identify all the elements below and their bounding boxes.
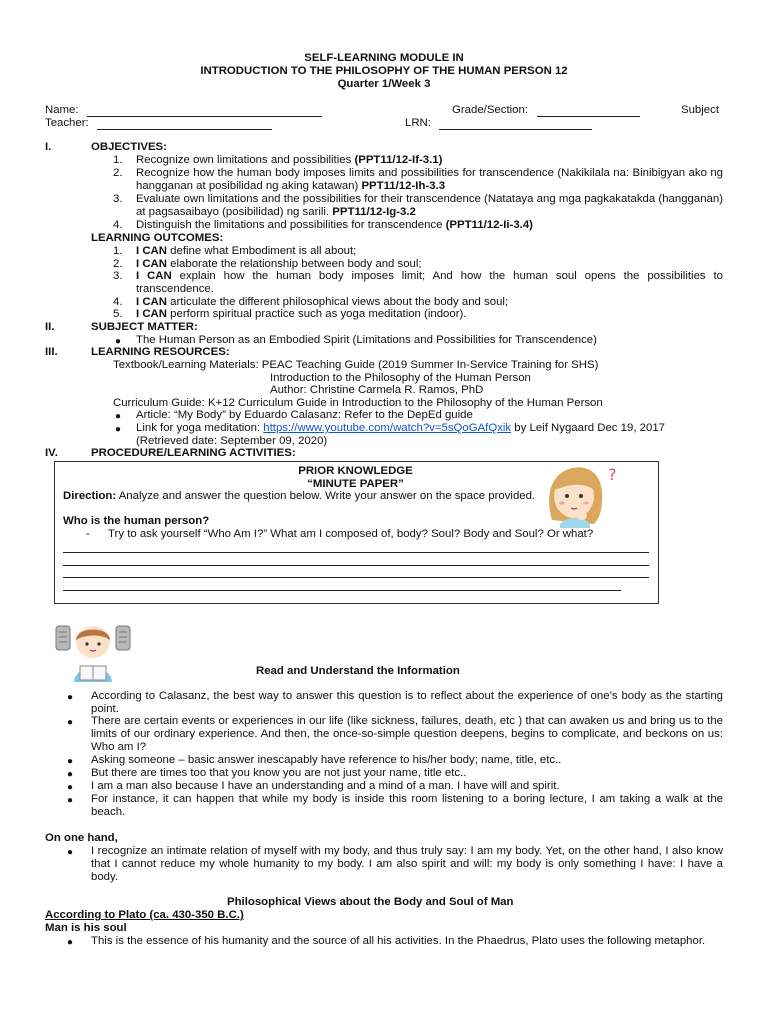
outcomes-title: LEARNING OUTCOMES:: [91, 232, 224, 244]
one-hand-label: On one hand,: [45, 832, 118, 844]
objective-number: 2.: [113, 167, 123, 179]
plato-text: This is the essence of his humanity and the source of all his activities. In the Phaedrus, Plato uses the following metaphor.: [91, 935, 706, 947]
plato-subtitle: Man is his soul: [45, 922, 127, 934]
prior-hint: Try to ask yourself “Who Am I?” What am I composed of, body? Soul? Body and Soul? Or what?: [108, 528, 594, 540]
bullet-icon: ●: [67, 717, 74, 728]
resource-curriculum: Curriculum Guide: K+12 Curriculum Guide in Introduction to the Philosophy of the Human Person: [113, 397, 603, 409]
outcome-number: 3.: [113, 270, 123, 282]
answer-line[interactable]: [63, 565, 649, 566]
resource-yoga: Link for yoga meditation: https://www.youtube.com/watch?v=5sQoGAfQxik by Leif Nygaard Dec 19, 2017: [136, 422, 666, 434]
bullet-icon: ●: [115, 411, 122, 422]
name-field[interactable]: [87, 116, 322, 117]
reading-kid-illustration: [50, 620, 136, 682]
answer-line[interactable]: [63, 577, 649, 578]
thinking-girl-illustration: [540, 460, 626, 528]
objective-item: Recognize how the human body imposes limits and possibilities for transcendence (Nakikilala na: Binibigyan ako ng hangganan at posibilidad ng aking katawan) PPT11/12-Ih-3.3: [136, 167, 723, 192]
bullet-icon: ●: [67, 937, 74, 948]
one-hand-text: I recognize an intimate relation of myself with my body, and thus truly say: I am my body. Yet, on the other hand, I also know that I cannot reduce my whole humanity to my body. I am also spirit and will: my body is only something I have: I have a body.: [91, 845, 723, 883]
outcome-item: I CAN elaborate the relationship between body and soul;: [136, 258, 422, 270]
svg-text:?: ?: [608, 465, 617, 484]
bullet-icon: ●: [115, 336, 122, 347]
prior-dash: -: [86, 528, 90, 540]
outcome-item: I CAN articulate the different philosophical views about the body and soul;: [136, 296, 509, 308]
outcome-item: I CAN explain how the human body imposes limit; And how the human soul opens the possibilities to transcendence.: [136, 270, 723, 295]
prior-direction: Direction: Analyze and answer the question below. Write your answer on the space provided.: [63, 490, 536, 502]
header-line-2: INTRODUCTION TO THE PHILOSOPHY OF THE HUMAN PERSON 12: [200, 65, 568, 77]
header-line-1: SELF-LEARNING MODULE IN: [304, 52, 464, 64]
bullet-icon: ●: [67, 756, 74, 767]
lrn-field[interactable]: [439, 129, 592, 130]
section-iv-number: IV.: [45, 447, 58, 459]
objective-item: Evaluate own limitations and the possibilities for their transcendence (Natataya ang mga pagkakatakda (hangganan) at pagsasaibayo (posibilidad) ng sarili. PPT11/12-Ig-3.2: [136, 193, 723, 218]
section-iii-title: LEARNING RESOURCES:: [91, 346, 230, 358]
teacher-field[interactable]: [97, 129, 272, 130]
answer-line[interactable]: [63, 552, 649, 553]
resource-textbook: Textbook/Learning Materials: PEAC Teaching Guide (2019 Summer In-Service Training for SHS): [113, 359, 599, 371]
section-ii-number: II.: [45, 321, 55, 333]
answer-line[interactable]: [63, 590, 621, 591]
grade-label: Grade/Section:: [452, 104, 528, 116]
name-label: Name:: [45, 104, 79, 116]
read-bullet: For instance, it can happen that while my body is inside this room listening to a boring lecture, I am taking a walk at the beach.: [91, 793, 723, 818]
bullet-icon: ●: [67, 692, 74, 703]
section-i-number: I.: [45, 141, 52, 153]
read-bullet: There are certain events or experiences in our life (like sickness, failures, death, etc ) that can awaken us and bring us to the limits of our ordinary experience. And then, the once-so-simple question deepens, begins to complicate, and beckons on us: Who am I?: [91, 715, 723, 753]
section-iii-number: III.: [45, 346, 58, 358]
read-bullet: Asking someone – basic answer inescapably have reference to his/her body; name, title, etc..: [91, 754, 562, 766]
grade-field[interactable]: [537, 116, 640, 117]
objective-number: 3.: [113, 193, 123, 205]
prior-title: PRIOR KNOWLEDGE: [298, 465, 413, 477]
subject-matter-text: The Human Person as an Embodied Spirit (Limitations and Possibilities for Transcendence): [136, 334, 597, 346]
plato-label: According to Plato (ca. 430-350 B.C.): [45, 909, 244, 921]
outcome-item: I CAN define what Embodiment is all about;: [136, 245, 357, 257]
outcome-number: 1.: [113, 245, 123, 257]
section-ii-title: SUBJECT MATTER:: [91, 321, 198, 333]
lrn-label: LRN:: [405, 117, 431, 129]
bullet-icon: ●: [67, 847, 74, 858]
yoga-link[interactable]: https://www.youtube.com/watch?v=5sQoGAfQxik: [263, 422, 512, 434]
read-bullet: I am a man also because I have an understanding and a mind of a man. I have will and spirit.: [91, 780, 560, 792]
prior-question: Who is the human person?: [63, 515, 210, 527]
read-bullet: But there are times too that you know you are not just your name, title etc..: [91, 767, 467, 779]
teacher-label: Teacher:: [45, 117, 89, 129]
objective-number: 1.: [113, 154, 123, 166]
objective-item: Distinguish the limitations and possibilities for transcendence (PPT11/12-Ii-3.4): [136, 219, 533, 231]
subject-label: Subject: [681, 104, 719, 116]
read-bullet: According to Calasanz, the best way to answer this question is to reflect about the experience of one’s body as the starting point.: [91, 690, 723, 715]
resource-textbook-title: Introduction to the Philosophy of the Human Person: [270, 372, 531, 384]
prior-subtitle: “MINUTE PAPER”: [307, 478, 404, 490]
bullet-icon: ●: [67, 769, 74, 780]
views-title: Philosophical Views about the Body and Soul of Man: [227, 896, 514, 908]
outcome-item: I CAN perform spiritual practice such as yoga meditation (indoor).: [136, 308, 467, 320]
outcome-number: 5.: [113, 308, 123, 320]
bullet-icon: ●: [67, 782, 74, 793]
resource-author: Author: Christine Carmela R. Ramos, PhD: [270, 384, 484, 396]
resource-retrieved: (Retrieved date: September 09, 2020): [136, 435, 328, 447]
section-i-title: OBJECTIVES:: [91, 141, 167, 153]
objective-number: 4.: [113, 219, 123, 231]
outcome-number: 2.: [113, 258, 123, 270]
outcome-number: 4.: [113, 296, 123, 308]
bullet-icon: ●: [67, 795, 74, 806]
objective-item: Recognize own limitations and possibilities (PPT11/12-If-3.1): [136, 154, 443, 166]
header-line-3: Quarter 1/Week 3: [337, 78, 431, 90]
read-title: Read and Understand the Information: [256, 665, 460, 677]
resource-article: Article: “My Body” by Eduardo Calasanz: Refer to the DepEd guide: [136, 409, 473, 421]
section-iv-title: PROCEDURE/LEARNING ACTIVITIES:: [91, 447, 296, 459]
bullet-icon: ●: [115, 424, 122, 435]
